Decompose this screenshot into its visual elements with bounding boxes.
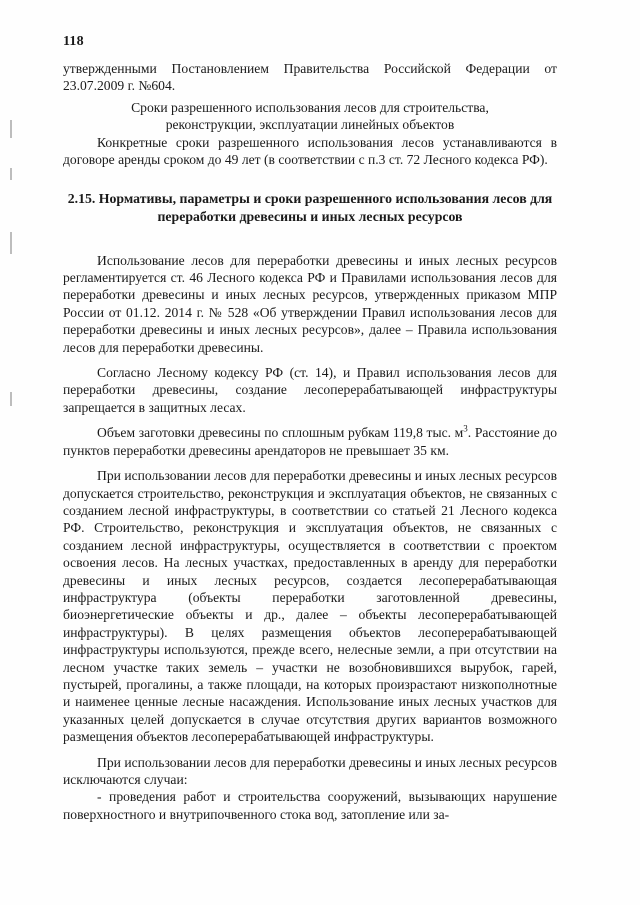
document-body bbox=[63, 60, 557, 823]
section-heading: 2.15. Нормативы, параметры и сроки разрешенного использования лесов для переработки древесины и иных лесных ресурсов bbox=[67, 191, 553, 225]
list-item: - проведения работ и строительства сооружений, вызывающих нарушение поверхностного и внутрипочвенного стока вод, затопление или за- bbox=[63, 789, 557, 822]
paragraph bbox=[63, 424, 557, 459]
page-number: 118 bbox=[63, 34, 84, 49]
superscript: 3 bbox=[463, 423, 468, 434]
subsection-title: Сроки разрешенного использования лесов для строительства, реконструкции, эксплуатации линейных объектов bbox=[131, 99, 489, 133]
paragraph: Конкретные сроки разрешенного использования лесов устанавливаются в договоре аренды сроком до 49 лет (в соответствии с п.3 ст. 72 Лесного кодекса РФ). bbox=[63, 134, 557, 168]
scan-margin-mark bbox=[10, 120, 12, 138]
paragraph-continuation: утвержденными Постановлением Правительства Российской Федерации от 23.07.2009 г. №604. bbox=[63, 61, 557, 94]
scan-margin-mark bbox=[10, 232, 12, 254]
scan-margin-mark bbox=[10, 168, 12, 180]
paragraph-text: Объем заготовки древесины по сплошным рубкам 119,8 тыс. м bbox=[97, 425, 464, 441]
scan-margin-mark bbox=[10, 392, 12, 406]
paragraph-text: . Расстояние до пунктов переработки древесины арендаторов не превышает 35 км. bbox=[63, 425, 557, 458]
paragraph: При использовании лесов для переработки древесины и иных лесных ресурсов допускается строительство, реконструкция и эксплуатация объектов, не связанных с созданием лесной инфраструктуры, в соответствии со статьей 21 Лесного кодекса РФ. Строительство, реконструкция и эксплуатация объектов, не связанных с созданием лесной инфраструктуры, осуществляется в соответствии с проектом освоения лесов. На лесных участках, предоставленных в аренду для переработки древесины и иных лесных ресурсов, создается лесоперерабатывающая инфраструктура (объекты переработки заготовленной древесины, биоэнергетические объекты и др., далее – объекты лесоперерабатывающей инфраструктуры). В целях размещения объектов лесоперерабатывающей инфраструктуры используются, прежде всего, нелесные земли, а при отсутствии на лесном участке таких земель – участки не возобновившихся вырубок, гарей, пустырей, прогалины, а также площади, на которых произрастают низкополнотные и наименее ценные лесные насаждения. Использование иных лесных участков для указанных целей допускается в случае отсутствия других вариантов возможного размещения объектов лесоперерабатывающей инфраструктуры. bbox=[63, 468, 557, 745]
paragraph: Использование лесов для переработки древесины и иных лесных ресурсов регламентируется ст. 46 Лесного кодекса РФ и Правилами использования лесов для переработки древесины и иных лесных ресурсов, утвержденных приказом МПР России от 01.12. 2014 г. № 528 «Об утверждении Правил использования лесов для переработки древесины и иных лесных ресурсов», далее – Правила использования лесов для переработки древесины. bbox=[63, 252, 557, 355]
paragraph: При использовании лесов для переработки древесины и иных лесных ресурсов исключаются случаи: bbox=[63, 754, 557, 787]
paragraph: Согласно Лесному кодексу РФ (ст. 14), и Правил использования лесов для переработки древесины, создание лесоперерабатывающей инфраструктуры запрещается в защитных лесах. bbox=[63, 365, 557, 415]
